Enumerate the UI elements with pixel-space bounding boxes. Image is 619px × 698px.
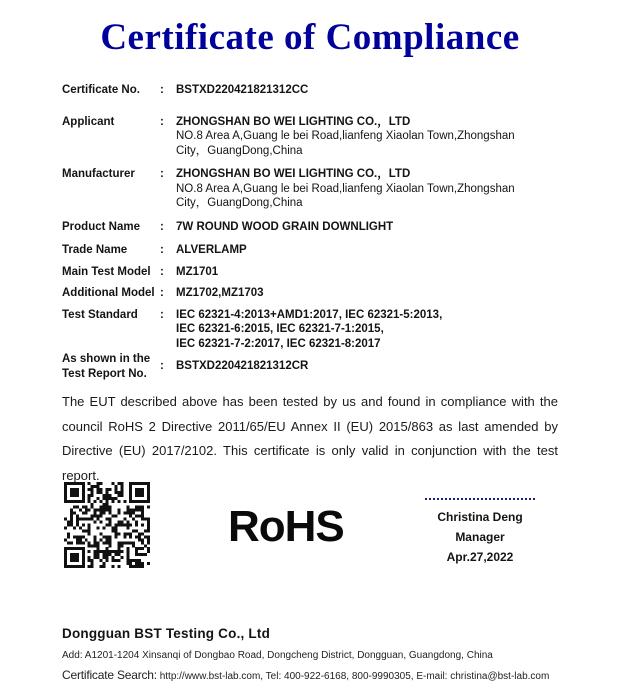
colon: : [160,308,164,321]
signature-dotted-line [425,498,535,500]
manufacturer-company: ZHONGSHAN BO WEI LIGHTING CO.，LTD [176,168,411,180]
signature-block [420,498,540,567]
test-standard-line2: IEC 62321-6:2015, IEC 62321-7-1:2015, [176,323,384,335]
footer-address: Add: A1201-1204 Xinsanqi of Dongbao Road, Dongcheng District, Dongguan, Guangdong, China [62,650,493,661]
field-row-trade-name [62,243,558,258]
manufacturer-address-line1: NO.8 Area A,Guang le bei Road,lianfeng Xiaolan Town,Zhongshan [176,182,515,195]
field-row-test-standard [62,308,558,352]
test-report-no-label-line2: Test Report No. [62,367,147,380]
colon: : [160,360,164,373]
signature-date: Apr.27,2022 [446,550,514,564]
certificate-fields [62,83,558,381]
main-test-model-value: MZ1701 [176,265,219,278]
applicant-value [176,115,558,159]
field-row-product-name [62,220,558,235]
footer [62,626,579,682]
test-standard-value [176,308,558,352]
certificate-no-label: Certificate No. [62,84,140,96]
signature-title: Manager [455,530,505,544]
colon: : [160,84,164,96]
trade-name-label: Trade Name [62,244,128,256]
signature-name: Christina Deng [437,510,523,524]
manufacturer-address-line2: City，GuangDong,China [176,197,303,209]
rohs-mark: RoHS [228,502,344,551]
compliance-statement: The EUT described above has been tested by us and found in compliance with the council RoHS 2 Directive 2011/65/EU Annex II (EU) 2015/863 as last amended by Directive (EU) 2017/2102. This certificate is only valid in conjunction with the test report. [62,394,558,483]
test-standard-line3: IEC 62321-7-2:2017, IEC 62321-8:2017 [176,337,381,350]
manufacturer-label: Manufacturer [62,168,135,180]
colon: : [160,168,164,180]
colon: : [160,220,164,233]
additional-model-value: MZ1702,MZ1703 [176,287,264,299]
test-standard-label: Test Standard [62,308,138,321]
additional-model-label: Additional Model [62,287,155,299]
test-standard-line1: IEC 62321-4:2013+AMD1:2017, IEC 62321-5:2013, [176,308,443,321]
applicant-company: ZHONGSHAN BO WEI LIGHTING CO.，LTD [176,115,411,128]
product-name-label: Product Name [62,220,140,233]
certificate-search-label: Certificate Search: [62,668,157,682]
field-row-additional-model [62,286,558,301]
applicant-label: Applicant [62,115,115,128]
applicant-address-line2: City，GuangDong,China [176,144,303,157]
test-report-no-label [62,352,160,381]
certificate-no-value: BSTXD220421821312CC [176,84,309,96]
certificate-title: Certificate of Compliance [100,17,520,58]
colon: : [160,115,164,128]
product-name-value: 7W ROUND WOOD GRAIN DOWNLIGHT [176,220,394,233]
marks-row [0,478,619,570]
colon: : [160,244,164,256]
manufacturer-value [176,167,558,211]
certificate-search-details: http://www.bst-lab.com, Tel: 400-922-6168, 800-9990305, E-mail: christina@bst-lab.com [156,671,550,682]
field-row-certificate-no [62,83,558,98]
field-row-main-test-model [62,265,558,280]
test-report-no-value: BSTXD220421821312CR [176,360,309,373]
applicant-address-line1: NO.8 Area A,Guang le bei Road,lianfeng Xiaolan Town,Zhongshan [176,130,515,142]
qr-code [64,482,150,568]
footer-company-name: Dongguan BST Testing Co., Ltd [62,626,271,641]
main-test-model-label: Main Test Model [62,265,151,278]
trade-name-value: ALVERLAMP [176,244,247,256]
colon: : [160,265,164,278]
footer-certificate-search [62,668,579,682]
field-row-applicant [62,115,558,159]
field-row-test-report-no [62,352,558,381]
colon: : [160,287,164,299]
test-report-no-label-line1: As shown in the [62,353,151,365]
field-row-manufacturer [62,167,558,211]
